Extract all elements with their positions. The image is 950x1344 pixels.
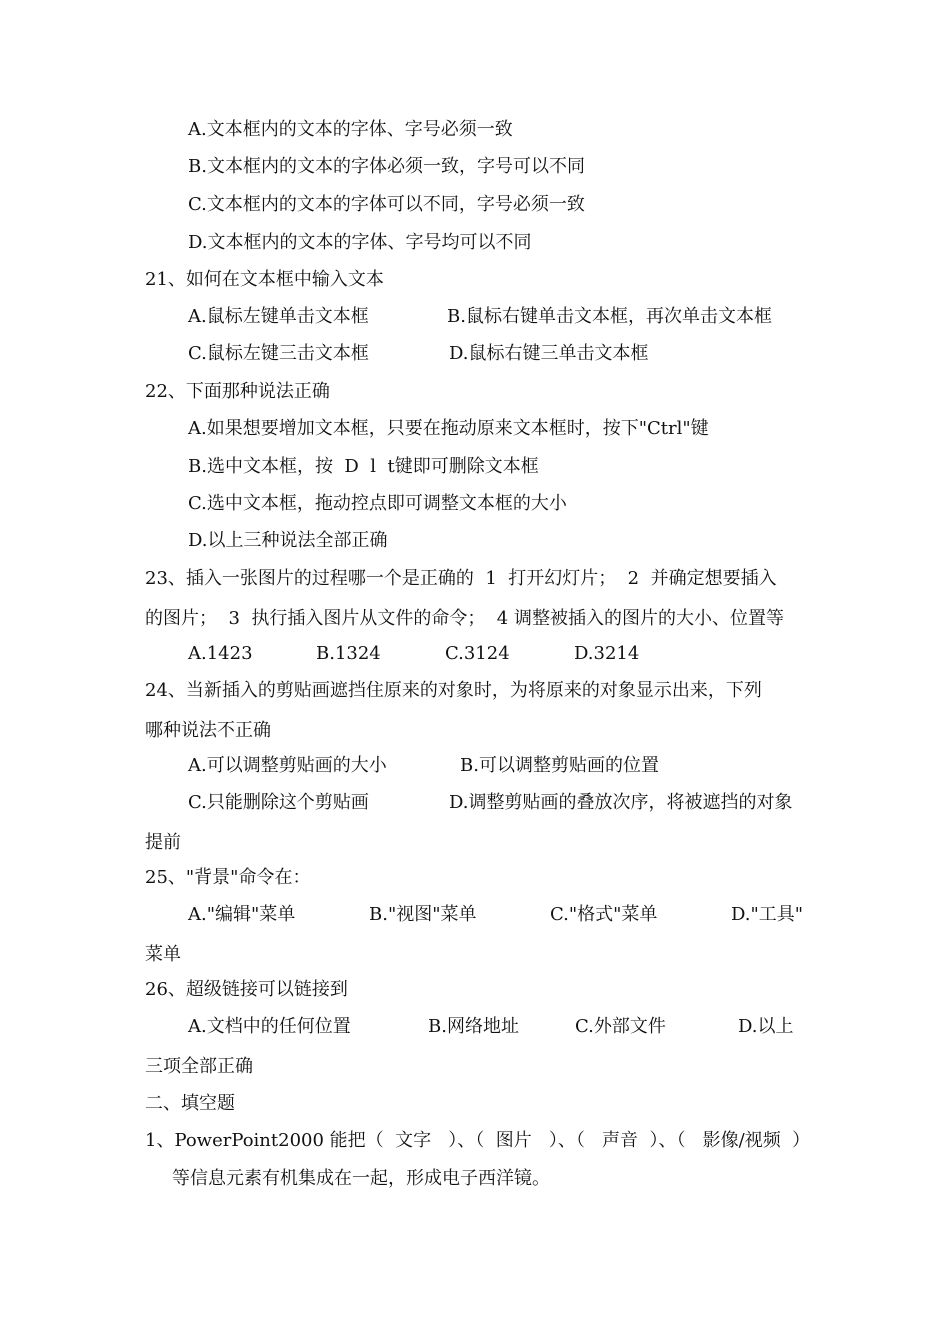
q24-stem-line1: 24、当新插入的剪贴画遮挡住原来的对象时，为将原来的对象显示出来，下列 bbox=[145, 680, 762, 701]
q23-option-b: B.1324 bbox=[316, 643, 381, 664]
q24-option-d: D.调整剪贴画的叠放次序，将被遮挡的对象 bbox=[449, 792, 793, 813]
q23-stem-line2: 的图片； 3 执行插入图片从文件的命令； 4 调整被插入的图片的大小、位置等 bbox=[145, 608, 784, 629]
q24-option-c: C.只能删除这个剪贴画 bbox=[188, 792, 369, 813]
q21-stem: 21、如何在文本框中输入文本 bbox=[145, 269, 384, 290]
q20-option-c: C.文本框内的文本的字体可以不同，字号必须一致 bbox=[188, 194, 585, 215]
q23-option-d: D.3214 bbox=[574, 643, 640, 664]
q26-option-d: D.以上 bbox=[738, 1016, 794, 1037]
fill-question-1-line1: 1、PowerPoint2000 能把（ 文字 ）、（ 图片 ）、（ 声音 ）、（ 影像/视频 ） bbox=[145, 1130, 811, 1151]
q25-option-d-continuation: 菜单 bbox=[145, 944, 181, 965]
q26-stem: 26、超级链接可以链接到 bbox=[145, 979, 348, 1000]
q20-option-d: D.文本框内的文本的字体、字号均可以不同 bbox=[188, 232, 532, 253]
q22-option-a: A.如果想要增加文本框，只要在拖动原来文本框时，按下"Ctrl"键 bbox=[188, 418, 709, 439]
q26-option-d-continuation: 三项全部正确 bbox=[145, 1056, 253, 1077]
q23-option-c: C.3124 bbox=[445, 643, 510, 664]
q20-option-a: A.文本框内的文本的字体、字号必须一致 bbox=[188, 119, 513, 140]
q24-option-b: B.可以调整剪贴画的位置 bbox=[460, 755, 659, 776]
q24-stem-line2: 哪种说法不正确 bbox=[145, 720, 271, 741]
q26-option-b: B.网络地址 bbox=[428, 1016, 519, 1037]
q26-option-a: A.文档中的任何位置 bbox=[188, 1016, 351, 1037]
q22-option-c: C.选中文本框，拖动控点即可调整文本框的大小 bbox=[188, 493, 567, 514]
q25-option-d: D."工具" bbox=[731, 904, 804, 925]
q22-stem: 22、下面那种说法正确 bbox=[145, 381, 330, 402]
q22-option-d: D.以上三种说法全部正确 bbox=[188, 530, 388, 551]
q22-option-b: B.选中文本框，按 D l t键即可删除文本框 bbox=[188, 456, 539, 477]
q25-stem: 25、"背景"命令在： bbox=[145, 867, 311, 888]
q25-option-a: A."编辑"菜单 bbox=[188, 904, 296, 925]
q20-option-b: B.文本框内的文本的字体必须一致，字号可以不同 bbox=[188, 156, 585, 177]
section-heading: 二、填空题 bbox=[145, 1093, 235, 1114]
q23-stem-line1: 23、插入一张图片的过程哪一个是正确的 1 打开幻灯片； 2 并确定想要插入 bbox=[145, 568, 777, 589]
q24-option-d-continuation: 提前 bbox=[145, 832, 181, 853]
q21-option-a: A.鼠标左键单击文本框 bbox=[188, 306, 369, 327]
q26-option-c: C.外部文件 bbox=[575, 1016, 666, 1037]
q21-option-c: C.鼠标左键三击文本框 bbox=[188, 343, 369, 364]
q25-option-c: C."格式"菜单 bbox=[550, 904, 658, 925]
q24-option-a: A.可以调整剪贴画的大小 bbox=[188, 755, 387, 776]
q23-option-a: A.1423 bbox=[188, 643, 253, 664]
q21-option-b: B.鼠标右键单击文本框，再次单击文本框 bbox=[447, 306, 772, 327]
fill-question-1-line2: 等信息元素有机集成在一起，形成电子西洋镜。 bbox=[172, 1168, 550, 1189]
q25-option-b: B."视图"菜单 bbox=[369, 904, 477, 925]
q21-option-d: D.鼠标右键三单击文本框 bbox=[449, 343, 649, 364]
